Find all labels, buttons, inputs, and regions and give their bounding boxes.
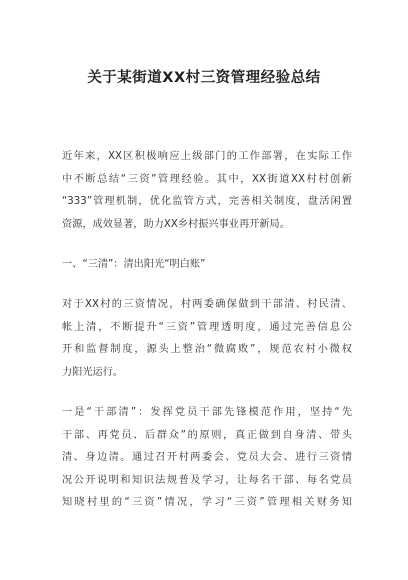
paragraph-line: 清、身边清。通过召开村两委会、党员大会、进行三资情 [62, 452, 352, 463]
paragraph-line: 况公开说明和知识法规普及学习，让每名干部、每名党员 [62, 474, 352, 486]
paragraph-line: 近年来，XX区积极响应上级部门的工作部署，在实际工作 [62, 151, 352, 162]
paragraph-line: 力阳光运行。 [62, 366, 124, 378]
paragraph-line: 对于XX村的三资情况，村两委确保做到干部清、村民清、 [62, 299, 352, 310]
document-title: 关于某街道XX村三资管理经验总结 [87, 70, 321, 86]
paragraph-line: 干部、再党员、后群众”的原则，真正做到自身清、带头 [62, 429, 352, 441]
paragraph-line: 资源，成效显著，助力XX乡村振兴事业再开新局。 [62, 218, 290, 230]
paragraph-line: 一是“干部清”：发挥党员干部先锋模范作用，坚持“先 [62, 407, 352, 418]
paragraph-line: 开和监督制度，源头上整治“微腐败”，规范农村小微权 [62, 344, 352, 355]
paragraph-three-clear [62, 294, 352, 384]
paragraph-cadre-clear [62, 402, 352, 515]
paragraph-line: 知晓村里的“三资”情况，学习“三资”管理相关财务知 [62, 497, 352, 508]
intro-paragraph [62, 146, 352, 236]
section-heading [62, 254, 352, 277]
paragraph-line: 中不断总结“三资”管理经验。其中，XX街道XX村村创新 [62, 173, 352, 185]
section-heading-text: 一、“三清”：清出阳光“明白账” [62, 259, 206, 270]
paragraph-line: 帐上清，不断提升“三资”管理透明度，通过完善信息公 [62, 321, 352, 333]
paragraph-line: “333”管理机制，优化监管方式，完善相关制度，盘活闲置 [62, 196, 352, 207]
